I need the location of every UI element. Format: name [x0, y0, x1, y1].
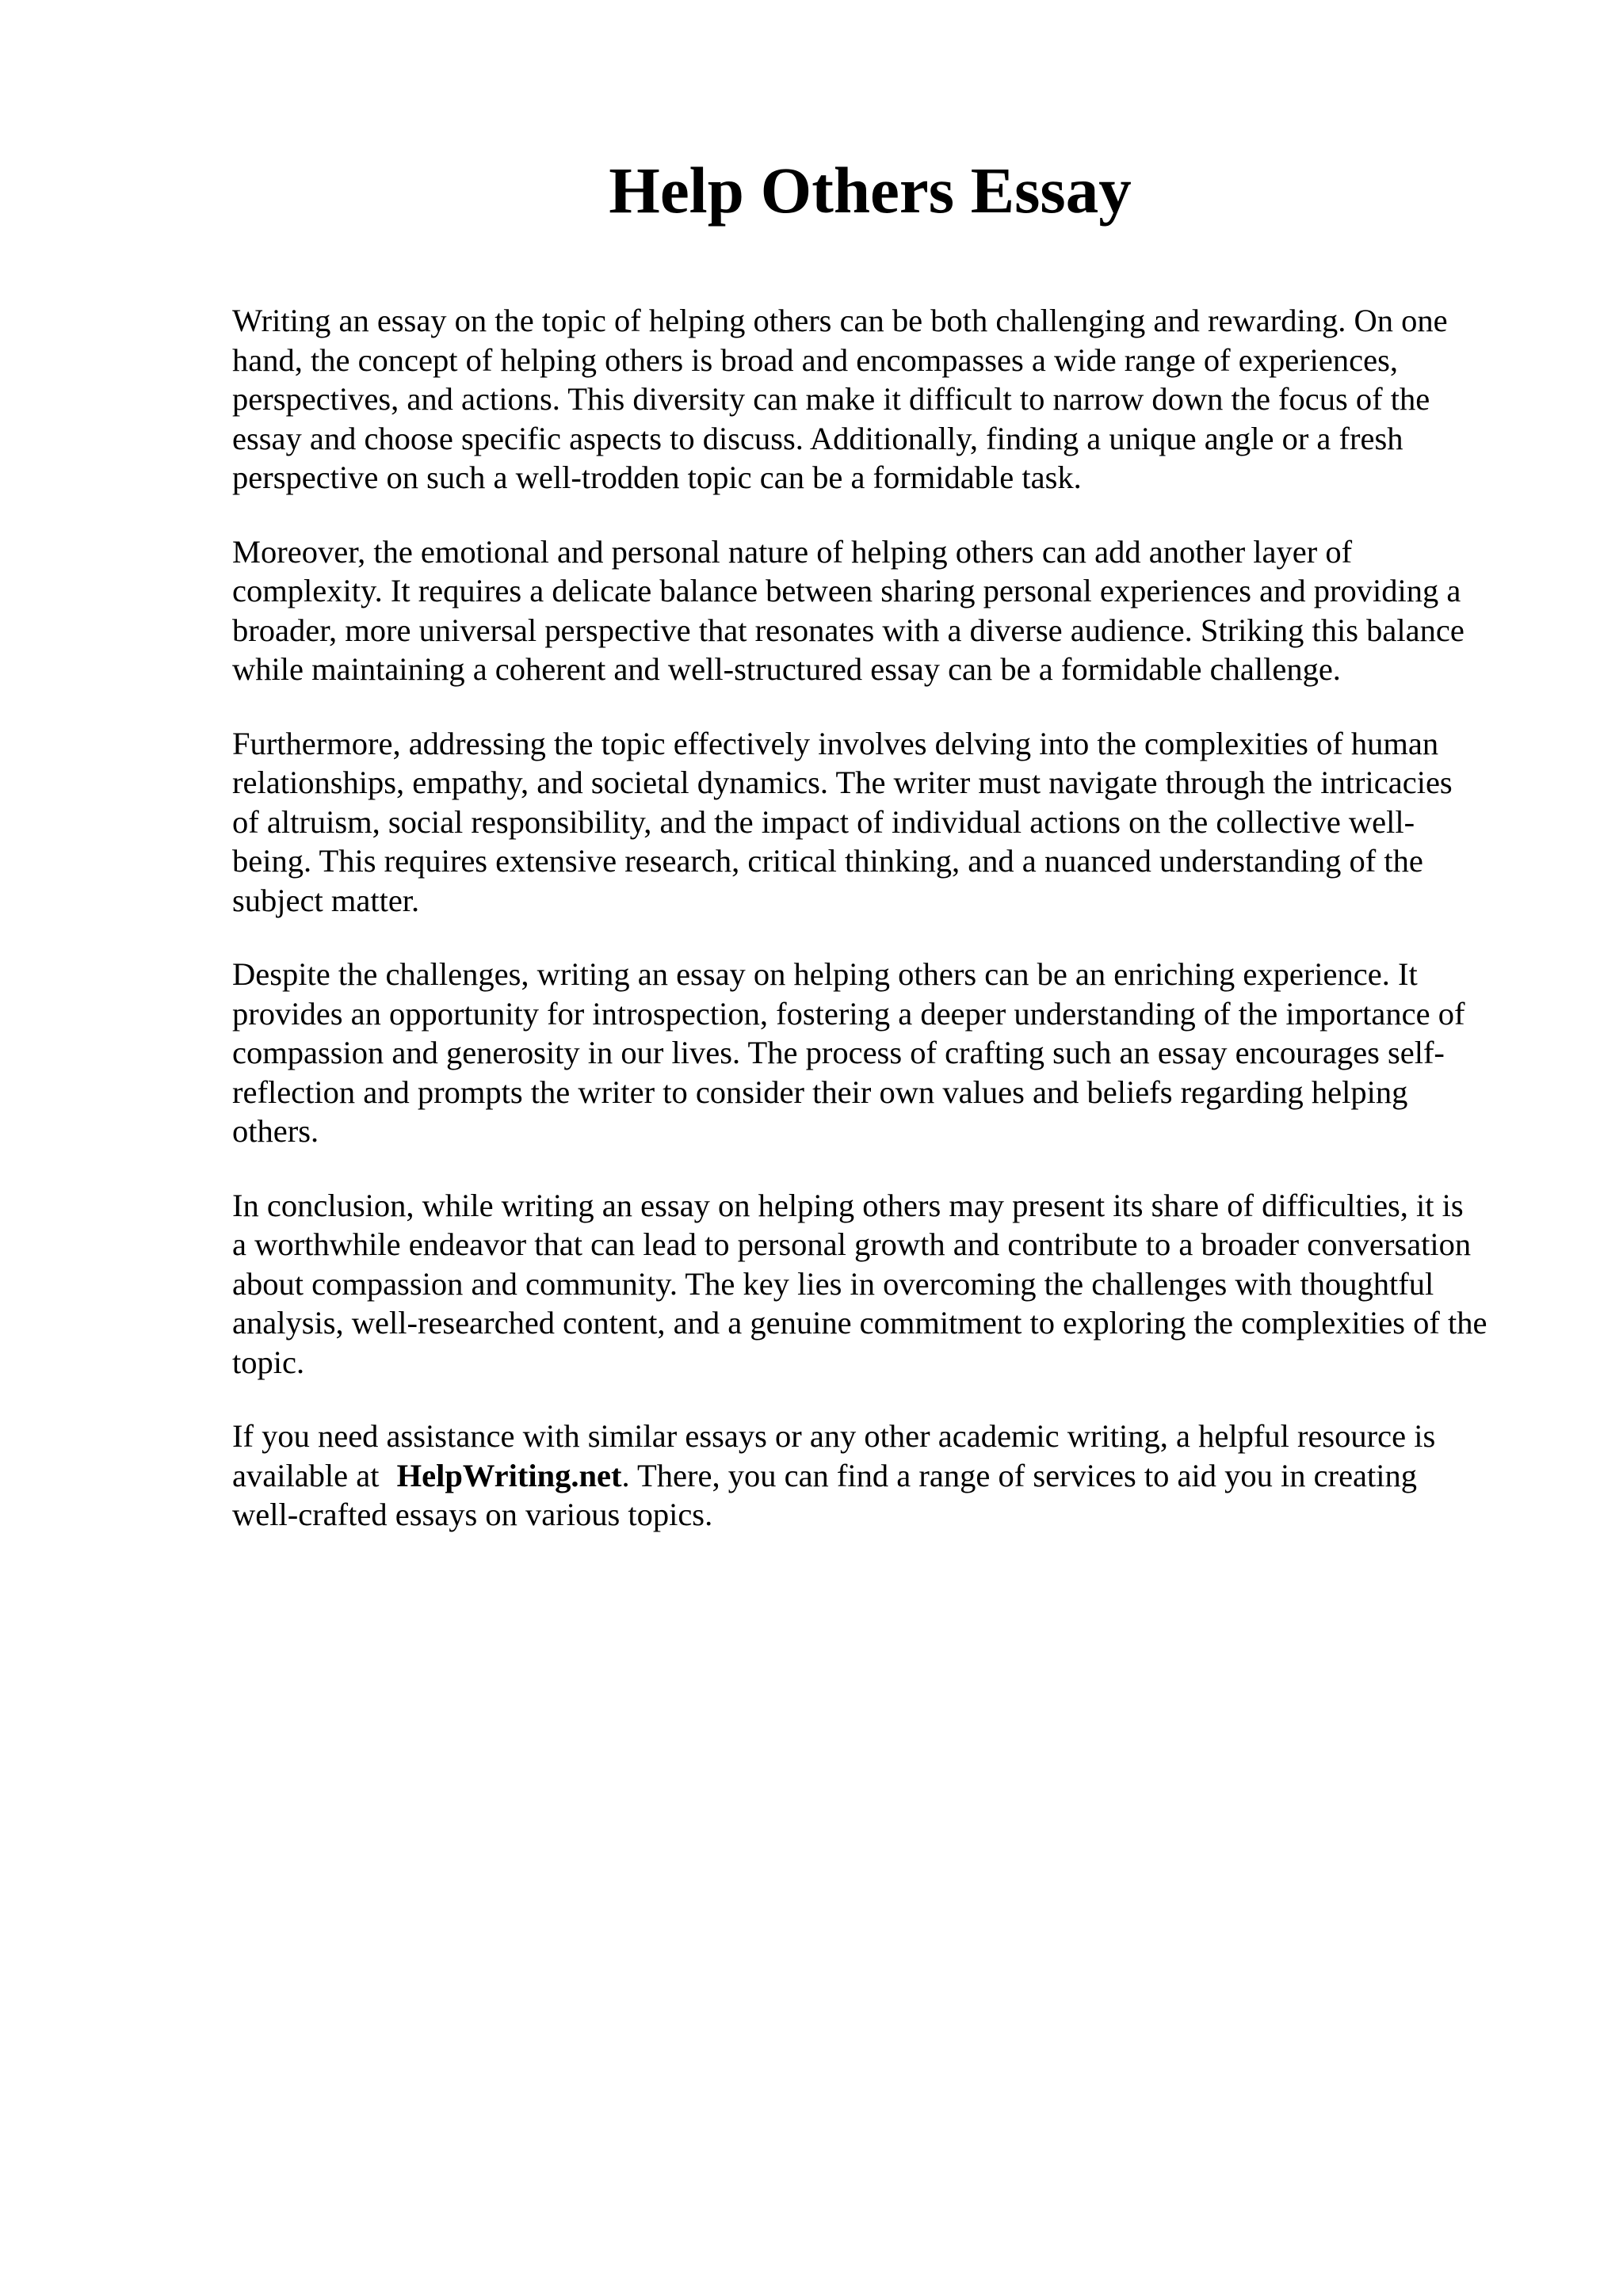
text-line: while maintaining a coherent and well-structured essay can be a formidable challenge. — [232, 651, 1341, 687]
paragraph-4 — [232, 955, 1532, 1151]
text-line: well-crafted essays on various topics. — [232, 1497, 713, 1532]
paragraph-2 — [232, 532, 1532, 689]
text-line: relationships, empathy, and societal dynamics. The writer must navigate through the intricacies — [232, 765, 1453, 800]
text-line: being. This requires extensive research, critical thinking, and a nuanced understanding of the — [232, 843, 1423, 879]
text-line: broader, more universal perspective that resonates with a diverse audience. Striking this balance — [232, 612, 1465, 648]
paragraph-5 — [232, 1186, 1532, 1383]
text-line: reflection and prompts the writer to consider their own values and beliefs regarding helping — [232, 1074, 1408, 1110]
page-title: Help Others Essay — [609, 154, 1132, 227]
text-line: Writing an essay on the topic of helping others can be both challenging and rewarding. On one — [232, 303, 1448, 338]
paragraph-3 — [232, 724, 1532, 921]
text-line: about compassion and community. The key lies in overcoming the challenges with thoughtful — [232, 1265, 1434, 1302]
text-line: hand, the concept of helping others is broad and encompasses a wide range of experiences, — [232, 341, 1398, 378]
paragraph-closing — [232, 1417, 1532, 1535]
text-line: provides an opportunity for introspection, fostering a deeper understanding of the importance of — [232, 995, 1465, 1032]
text-line: analysis, well-researched content, and a genuine commitment to exploring the complexities of the — [232, 1305, 1487, 1341]
text-line: Despite the challenges, writing an essay on helping others can be an enriching experience. It — [232, 956, 1418, 992]
helpwriting-link[interactable]: HelpWriting.net — [396, 1457, 622, 1493]
text-line: perspectives, and actions. This diversity can make it difficult to narrow down the focus of the — [232, 381, 1430, 417]
essay-body — [232, 301, 1532, 1569]
text-line: Moreover, the emotional and personal nature of helping others can add another layer of — [232, 533, 1353, 570]
text-line: a worthwhile endeavor that can lead to personal growth and contribute to a broader conversation — [232, 1226, 1472, 1262]
text-line: essay and choose specific aspects to discuss. Additionally, finding a unique angle or a fresh — [232, 420, 1403, 456]
paragraph-1 — [232, 301, 1532, 498]
text-line: If you need assistance with similar essays or any other academic writing, a helpful resource is — [232, 1418, 1436, 1454]
text-line: topic. — [232, 1344, 305, 1380]
text-line: Furthermore, addressing the topic effectively involves delving into the complexities of human — [232, 725, 1439, 761]
text-line: In conclusion, while writing an essay on helping others may present its share of difficulties, it is — [232, 1187, 1464, 1223]
text-line: of altruism, social responsibility, and the impact of individual actions on the collective well- — [232, 803, 1415, 840]
text-line: perspective on such a well-trodden topic can be a formidable task. — [232, 460, 1082, 495]
text-line: complexity. It requires a delicate balance between sharing personal experiences and providing a — [232, 573, 1461, 608]
text-line: subject matter. — [232, 882, 420, 918]
text-line — [232, 1456, 1532, 1496]
text-line: others. — [232, 1113, 319, 1149]
text-segment: . There, you can find a range of services to aid you in creating — [621, 1457, 1418, 1493]
text-line: compassion and generosity in our lives. The process of crafting such an essay encourages self- — [232, 1035, 1445, 1070]
text-segment: available at — [232, 1457, 388, 1493]
